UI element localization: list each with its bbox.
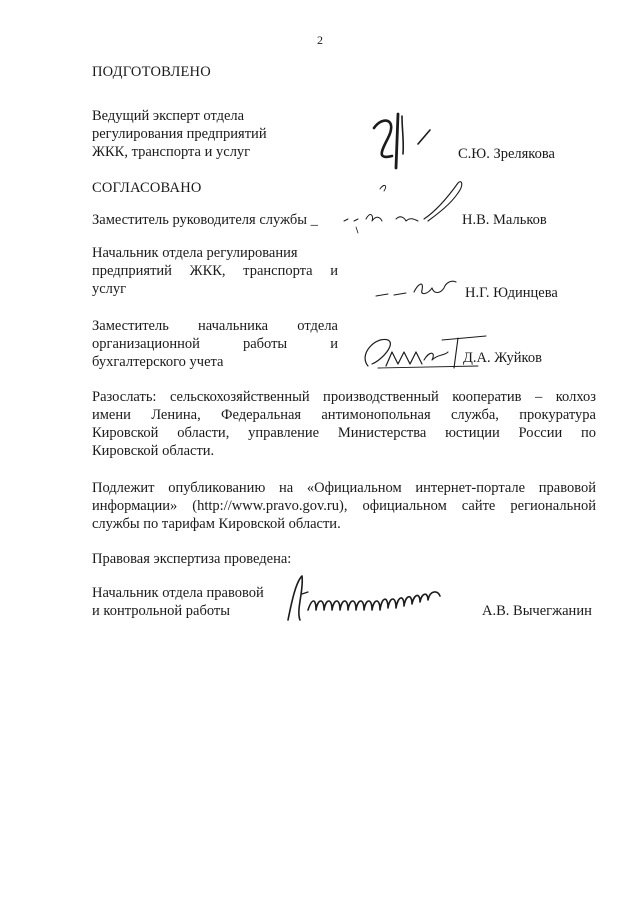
org-deputy-position-line: организационной работы и bbox=[92, 336, 338, 352]
deputy-head-name: Н.В. Мальков bbox=[462, 212, 547, 228]
signature-yudintseva bbox=[372, 272, 462, 308]
distribution-line: Кировской области. bbox=[92, 443, 215, 459]
distribution-line: имени Ленина, Федеральная антимонопольная служба, прокуратура bbox=[92, 407, 596, 423]
publication-paragraph bbox=[92, 479, 596, 533]
distribution-line: Кировской области, управление Министерства юстиции России по bbox=[92, 425, 596, 441]
publication-line: информации» (http://www.pravo.gov.ru), официальном сайте региональной bbox=[92, 498, 596, 514]
signature-vychegzhanin bbox=[282, 570, 462, 626]
prepared-position-line: ЖКК, транспорта и услуг bbox=[92, 144, 251, 160]
regulation-head-position-line: Начальник отдела регулирования bbox=[92, 245, 298, 261]
org-deputy-name: Д.А. Жуйков bbox=[463, 350, 542, 366]
distribution-paragraph bbox=[92, 388, 596, 460]
deputy-head-position: Заместитель руководителя службы _ bbox=[92, 212, 318, 228]
publication-line: службы по тарифам Кировской области. bbox=[92, 516, 341, 532]
distribution-line: Разослать: сельскохозяйственный производственный кооператив – колхоз bbox=[92, 389, 596, 405]
legal-head-position-line: Начальник отдела правовой bbox=[92, 585, 264, 601]
regulation-head-position-line: предприятий ЖКК, транспорта и bbox=[92, 263, 338, 279]
org-deputy-position-line: бухгалтерского учета bbox=[92, 354, 224, 370]
legal-head-name: А.В. Вычегжанин bbox=[482, 603, 592, 619]
prepared-position-line: регулирования предприятий bbox=[92, 126, 267, 142]
prepared-position bbox=[92, 107, 338, 161]
signature-malkov bbox=[340, 175, 470, 235]
regulation-head-name: Н.Г. Юдинцева bbox=[465, 285, 558, 301]
legal-head-position-line: и контрольной работы bbox=[92, 603, 230, 619]
prepared-heading: ПОДГОТОВЛЕНО bbox=[92, 64, 211, 80]
agreed-heading: СОГЛАСОВАНО bbox=[92, 180, 202, 196]
legal-review-statement: Правовая экспертиза проведена: bbox=[92, 551, 292, 567]
org-deputy-position-line: Заместитель начальника отдела bbox=[92, 318, 338, 334]
prepared-name: С.Ю. Зрелякова bbox=[458, 146, 555, 162]
regulation-head-position bbox=[92, 244, 338, 298]
publication-line: Подлежит опубликованию на «Официальном интернет-портале правовой bbox=[92, 480, 596, 496]
prepared-position-line: Ведущий эксперт отдела bbox=[92, 108, 245, 124]
org-deputy-position bbox=[92, 317, 338, 371]
page-number: 2 bbox=[317, 33, 323, 47]
signature-zrelyakova bbox=[368, 110, 438, 170]
regulation-head-position-line: услуг bbox=[92, 281, 127, 297]
